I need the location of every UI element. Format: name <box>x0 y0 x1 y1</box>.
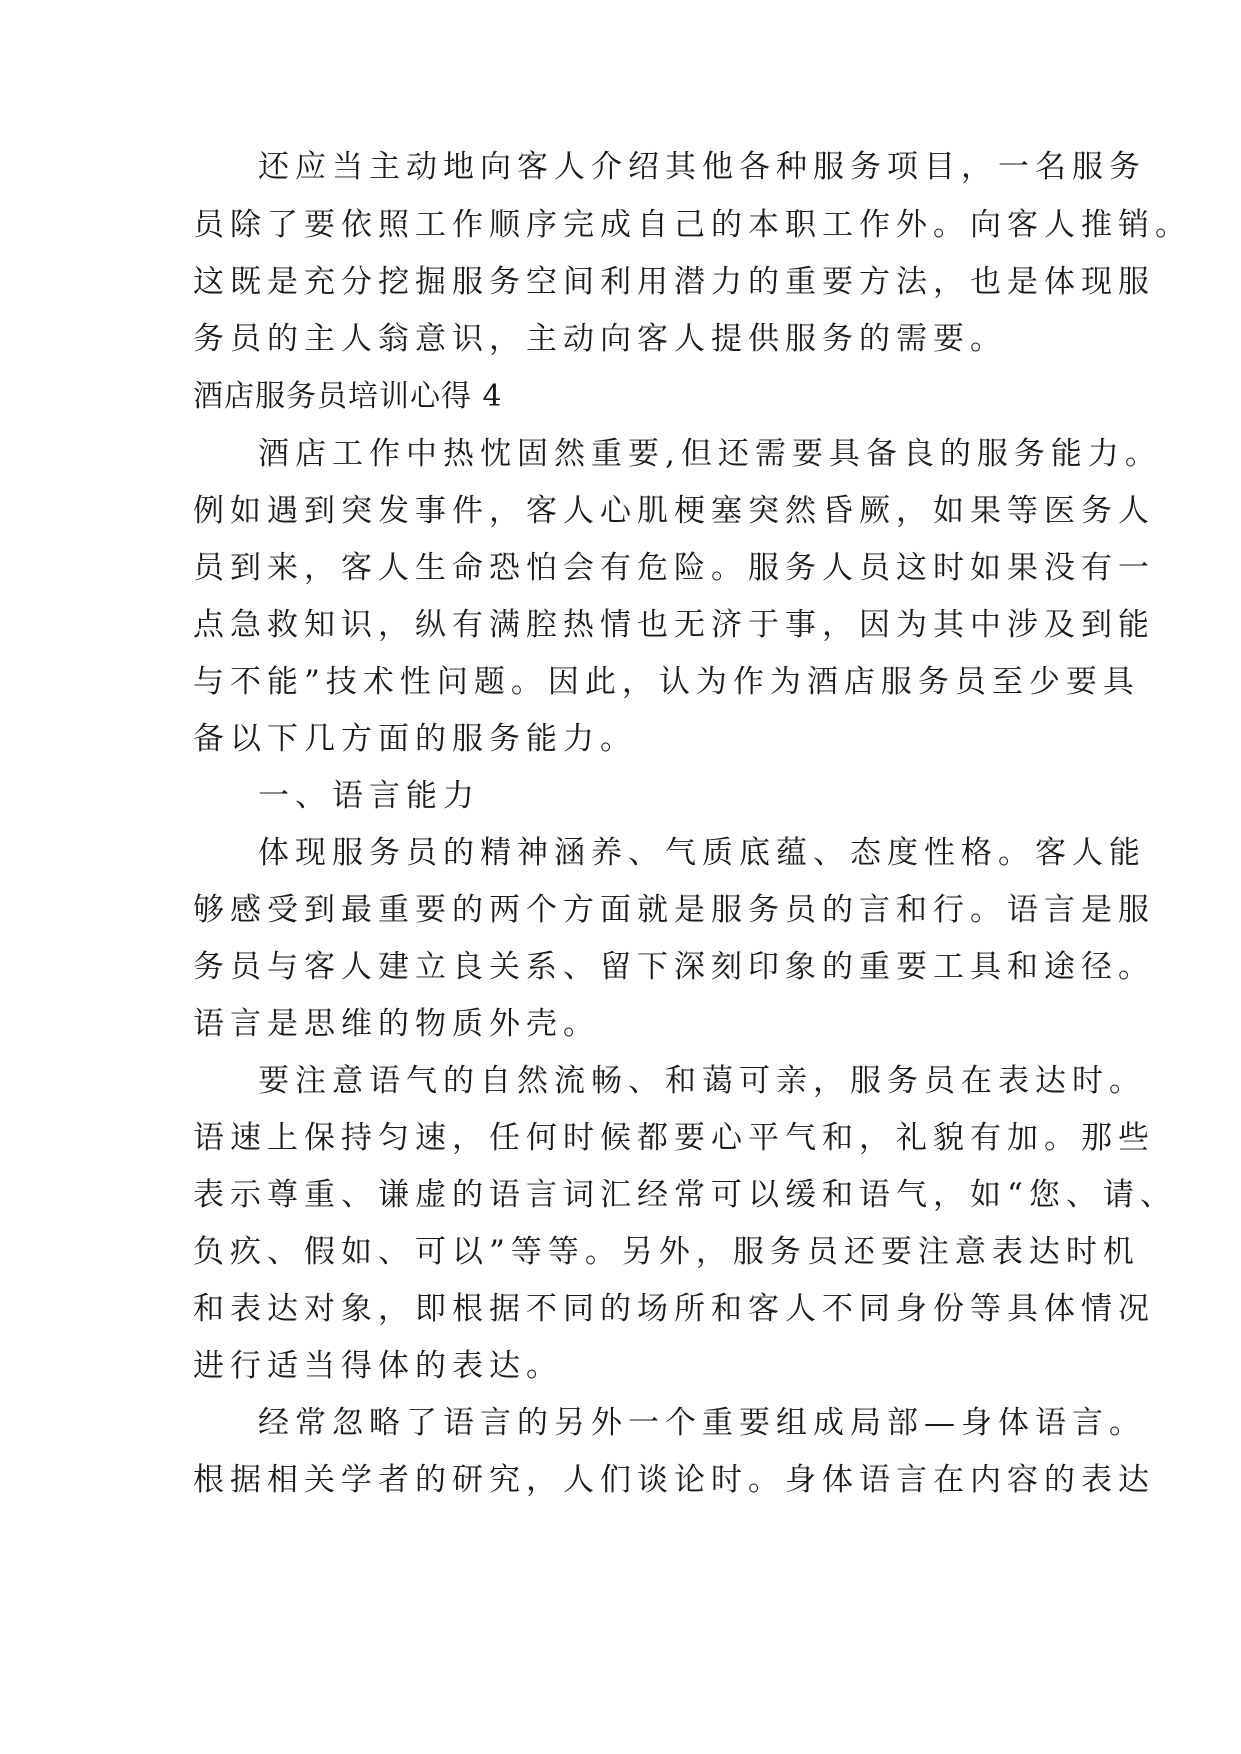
paragraph-line: 语速上保持匀速，任何时候都要心平气和，礼貌有加。那些 <box>193 1120 1155 1156</box>
paragraph-line: 酒店工作中热忱固然重要,但还需要具备良的服务能力。 <box>258 436 1162 472</box>
paragraph-line: 与不能”技术性问题。因此，认为作为酒店服务员至少要具 <box>193 664 1140 700</box>
paragraph-line: 体现服务员的精神涵养、气质底蕴、态度性格。客人能 <box>258 835 1146 871</box>
paragraph-line: 表示尊重、谦虚的语言词汇经常可以缓和语气，如“您、请、 <box>193 1177 1177 1213</box>
paragraph-line: 点急救知识，纵有满腔热情也无济于事，因为其中涉及到能 <box>193 607 1155 643</box>
paragraph-line: 够感受到最重要的两个方面就是服务员的言和行。语言是服 <box>193 892 1155 928</box>
paragraph-line: 备以下几方面的服务能力。 <box>193 721 637 757</box>
paragraph-line: 员除了要依照工作顺序完成自己的本职工作外。向客人推销。 <box>193 207 1192 243</box>
paragraph-line: 和表达对象，即根据不同的场所和客人不同身份等具体情况 <box>193 1291 1155 1327</box>
section-title: 酒店服务员培训心得 4 <box>193 379 503 414</box>
paragraph-line: 要注意语气的自然流畅、和蔼可亲，服务员在表达时。 <box>258 1063 1146 1099</box>
paragraph-line: 员到来，客人生命恐怕会有危险。服务人员这时如果没有一 <box>193 550 1155 586</box>
paragraph-line: 务员的主人翁意识，主动向客人提供服务的需要。 <box>193 321 1007 357</box>
paragraph-line: 务员与客人建立良关系、留下深刻印象的重要工具和途径。 <box>193 949 1155 985</box>
paragraph-line: 负疚、假如、可以”等等。另外，服务员还要注意表达时机 <box>193 1234 1140 1270</box>
paragraph-line: 进行适当得体的表达。 <box>193 1348 563 1384</box>
paragraph-line: 例如遇到突发事件，客人心肌梗塞突然昏厥，如果等医务人 <box>193 493 1155 529</box>
paragraph-line: 还应当主动地向客人介绍其他各种服务项目，一名服务 <box>258 149 1146 185</box>
paragraph-line: 语言是思维的物质外壳。 <box>193 1006 600 1042</box>
subsection-heading: 一、语言能力 <box>258 778 480 814</box>
paragraph-line: 经常忽略了语言的另外一个重要组成局部—身体语言。 <box>258 1405 1146 1441</box>
paragraph-line: 根据相关学者的研究，人们谈论时。身体语言在内容的表达 <box>193 1462 1155 1498</box>
paragraph-line: 这既是充分挖掘服务空间利用潜力的重要方法，也是体现服 <box>193 264 1155 300</box>
